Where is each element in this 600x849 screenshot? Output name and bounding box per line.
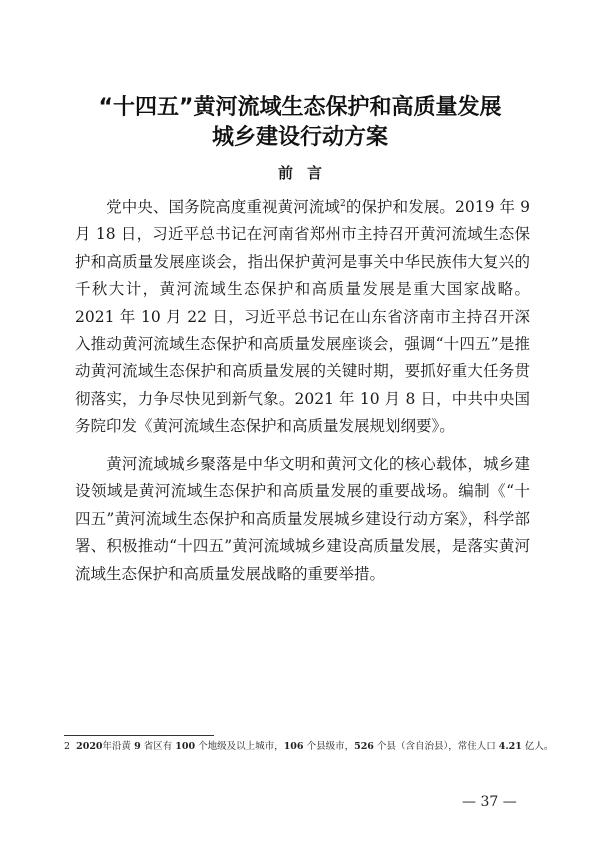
paragraph-1-text-end: 的保护和发展。2019 年 9 月 18 日，习近平总书记在河南省郑州市主持召开黄河流域生态保护和高质量发展座谈会，指出保护黄河是事关中华民族伟大复兴的千秋大计，黄河流域生态保护和高质量发展是重大国家战略。2021 年 10 月 22 日，习近平总书记在山东省济南市主持召开深入推动黄河流域生态保护和高质量发展座谈会，强调“十四五”是推动黄河流域生态保护和高质量发展的关键时期，要抓好重大任务贯彻落实，力争尽快见到新气象。2021 年 10 月 8 日，中共中央国务院印发《黄河流域生态保护和高质量发展规划纲要》。 [75, 198, 530, 436]
preface-paragraph-2 [75, 451, 530, 588]
footnote-text: 个县级市， [306, 741, 355, 752]
preface-paragraph-1 [75, 194, 530, 441]
document-title-line-2: 城乡建设行动方案 [211, 125, 388, 150]
footnote-province-count: 9 [134, 741, 141, 752]
footnote-text: 亿人。 [524, 741, 554, 752]
footnote [64, 740, 554, 754]
footnote-reference-marker[interactable]: 2 [340, 198, 346, 209]
footnote-marker: 2 [64, 741, 71, 752]
page-number: — 37 — [462, 794, 517, 810]
footnote-divider [64, 735, 214, 736]
paragraph-1-text-start: 党中央、国务院高度重视黄河流域 [106, 198, 341, 216]
preface-heading: 前言 [277, 164, 336, 182]
footnote-year: 2020 [76, 741, 103, 752]
footnote-county-city-count: 106 [283, 741, 304, 752]
document-title-line-1: “十四五”黄河流域生态保护和高质量发展 [98, 95, 502, 120]
footnote-population: 4.21 [498, 741, 522, 752]
footnote-text: 个地级及以上城市， [198, 741, 284, 752]
footnote-text: 年沿黄 [102, 741, 132, 752]
footnote-text: 个县（含自治县），常住人口 [376, 741, 496, 752]
footnote-county-count: 526 [354, 741, 374, 752]
paragraph-2-text: 黄河流域城乡聚落是中华文明和黄河文化的核心载体，城乡建设领域是黄河流域生态保护和高质量发展的重要战场。编制《“十四五”黄河流域生态保护和高质量发展城乡建设行动方案》，科学部署、积极推动“十四五”黄河流域城乡建设高质量发展，是落实黄河流域生态保护和高质量发展战略的重要举措。 [75, 455, 530, 583]
footnote-text: 省区有 [143, 741, 173, 752]
footnote-city-count: 100 [175, 741, 196, 752]
